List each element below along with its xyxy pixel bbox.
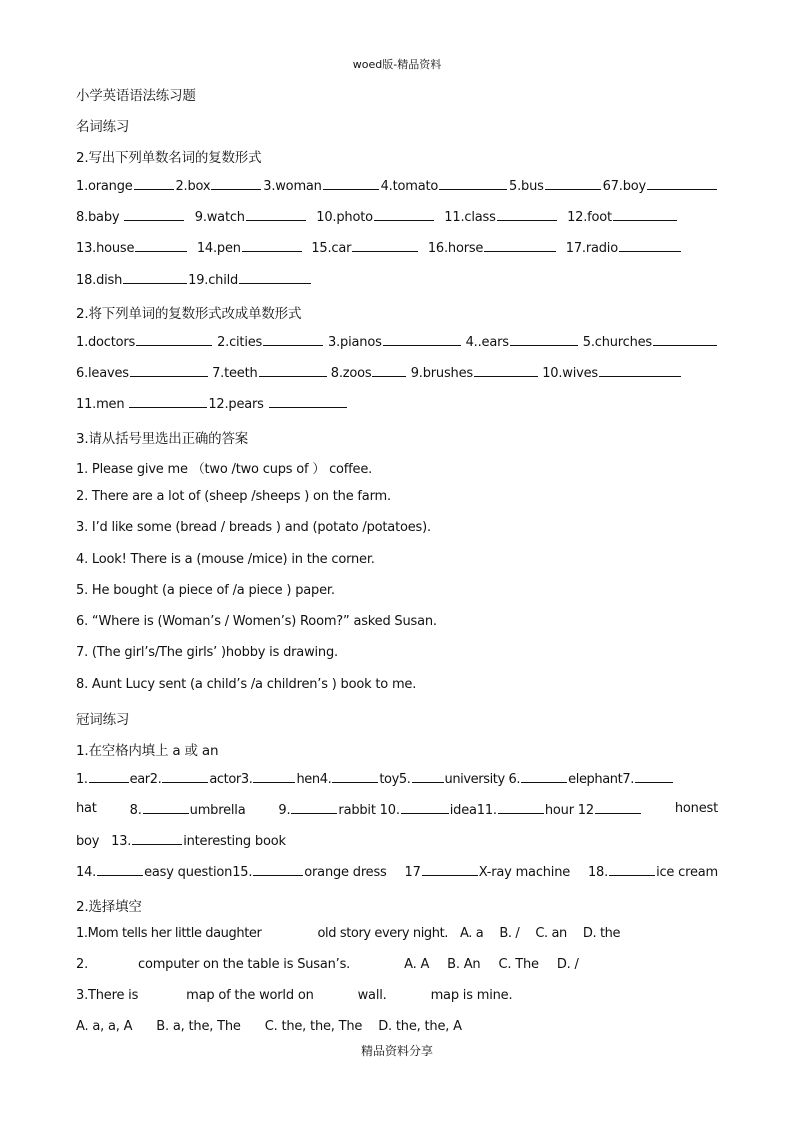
item-label: 3.woman [263, 179, 322, 194]
option-b[interactable]: B. a, the, The [156, 1019, 241, 1034]
item-label: actor3. [209, 772, 253, 787]
item-label: 4.tomato [380, 179, 439, 194]
item-label: 9.brushes [410, 366, 473, 381]
item-label: 8. [129, 803, 142, 818]
article-section-title: 冠词练习 [76, 712, 130, 728]
item-label: 11.men [76, 397, 125, 412]
noun-ex2-row [76, 333, 718, 350]
answer-blank[interactable] [124, 208, 184, 221]
noun-ex2-row [76, 395, 718, 412]
choice-sentence: 2. There are a lot of (sheep /sheeps ) on the farm. [76, 489, 391, 504]
question-text: 1.Mom tells her little daughter [76, 926, 262, 941]
item-label: 13. [111, 834, 132, 849]
question-text: map is mine. [430, 988, 513, 1003]
answer-blank[interactable] [439, 177, 507, 190]
choice-sentence: 6. “Where is (Woman’s / Women’s) Room?” asked Susan. [76, 614, 437, 629]
answer-blank[interactable] [498, 801, 544, 814]
answer-blank[interactable] [269, 395, 347, 408]
answer-blank[interactable] [89, 770, 129, 783]
answer-blank[interactable] [162, 770, 208, 783]
item-label: 12.pears [208, 397, 264, 412]
question-text: 3.There is [76, 988, 139, 1003]
question-text: map of the world on [186, 988, 314, 1003]
answer-blank[interactable] [484, 239, 556, 252]
noun-ex2-row [76, 364, 682, 381]
item-label: 8.baby [76, 210, 120, 225]
item-label: ice cream [656, 865, 718, 880]
item-label: 8.zoos [330, 366, 372, 381]
item-label: hen4. [296, 772, 332, 787]
answer-blank[interactable] [134, 177, 174, 190]
item-label: elephant7. [568, 772, 634, 787]
item-label: 15.car [311, 241, 352, 256]
answer-blank[interactable] [132, 832, 182, 845]
answer-blank[interactable] [609, 863, 655, 876]
article-ex1-row [76, 770, 718, 787]
noun-ex2-title: 2.将下列单词的复数形式改成单数形式 [76, 306, 302, 322]
answer-blank[interactable] [647, 177, 717, 190]
answer-blank[interactable] [211, 177, 261, 190]
answer-blank[interactable] [332, 770, 378, 783]
question-text: computer on the table is Susan’s. [138, 957, 351, 972]
answer-blank[interactable] [545, 177, 601, 190]
item-label: easy question15. [144, 865, 253, 880]
mc-question-1 [76, 926, 718, 941]
option-c[interactable]: C. The [498, 957, 539, 972]
answer-blank[interactable] [97, 863, 143, 876]
noun-ex3-title: 3.请从括号里选出正确的答案 [76, 431, 249, 447]
article-ex1-row [76, 832, 718, 849]
item-label: 1.doctors [76, 335, 136, 350]
choice-sentence: 4. Look! There is a (mouse /mice) in the corner. [76, 552, 375, 567]
mc-question-3 [76, 988, 718, 1003]
option-c[interactable]: C. the, the, The [264, 1019, 363, 1034]
answer-blank[interactable] [246, 208, 306, 221]
answer-blank[interactable] [599, 364, 681, 377]
item-label: orange dress [304, 865, 387, 880]
item-label: idea11. [449, 803, 497, 818]
item-label: 3.pianos [328, 335, 382, 350]
answer-blank[interactable] [374, 208, 434, 221]
item-label: university 6. [444, 772, 521, 787]
answer-blank[interactable] [613, 208, 677, 221]
choice-sentence: 8. Aunt Lucy sent (a child’s /a children’s ) book to me. [76, 677, 417, 692]
answer-blank[interactable] [136, 333, 212, 346]
answer-blank[interactable] [474, 364, 538, 377]
option-a[interactable]: A. A [404, 957, 430, 972]
answer-blank[interactable] [259, 364, 327, 377]
item-label: 14. [76, 865, 97, 880]
item-label: 17.radio [565, 241, 618, 256]
noun-ex1-row [76, 271, 718, 288]
answer-blank[interactable] [263, 333, 323, 346]
option-d[interactable]: D. the, the, A [378, 1019, 462, 1034]
item-label: boy [76, 834, 100, 849]
item-label: rabbit 10. [338, 803, 400, 818]
answer-blank[interactable] [291, 801, 337, 814]
choice-sentence: 7. (The girl’s/The girls’ )hobby is drawing. [76, 645, 338, 660]
article-ex1-title: 1.在空格内填上 a 或 an [76, 743, 219, 759]
option-d[interactable]: D. / [556, 957, 579, 972]
answer-blank[interactable] [635, 770, 673, 783]
question-text: old story every night. [317, 926, 449, 941]
item-label: 10.photo [316, 210, 373, 225]
item-label: 13.house [76, 241, 135, 256]
choice-sentence: 5. He bought (a piece of /a piece ) paper. [76, 583, 335, 598]
mc-question-2 [76, 957, 718, 972]
worksheet-title: 小学英语语法练习题 [76, 88, 196, 104]
answer-blank[interactable] [653, 333, 717, 346]
page-header: woed版-精品资料 [352, 58, 442, 71]
item-label: ear2. [129, 772, 162, 787]
item-label: 4..ears [465, 335, 509, 350]
answer-blank[interactable] [401, 801, 449, 814]
item-label: 7.teeth [212, 366, 258, 381]
question-text: wall. [357, 988, 387, 1003]
item-label: 6 [602, 179, 611, 194]
answer-blank[interactable] [497, 208, 557, 221]
answer-blank[interactable] [383, 333, 461, 346]
item-label: 18. [587, 865, 609, 880]
item-label: 1. [76, 772, 88, 787]
noun-ex1-title: 2.写出下列单数名词的复数形式 [76, 150, 262, 166]
answer-blank[interactable] [135, 239, 187, 252]
question-number: 2. [76, 957, 89, 972]
item-label: 17 [404, 865, 421, 880]
answer-blank[interactable] [242, 239, 302, 252]
item-label: honest [674, 801, 718, 816]
answer-blank[interactable] [412, 770, 444, 783]
item-label: 19.child [188, 273, 239, 288]
answer-blank[interactable] [619, 239, 681, 252]
item-label: 5.churches [582, 335, 652, 350]
choice-sentence: 1. Please give me （two /two cups of ） coffee. [76, 462, 373, 477]
page-footer: 精品资料分享 [360, 1044, 433, 1058]
noun-ex1-row [76, 239, 682, 256]
noun-ex1-row [76, 177, 718, 194]
mc-question-3-options [76, 1019, 718, 1034]
article-ex1-row [76, 801, 718, 818]
item-label: 11.class [444, 210, 496, 225]
item-label: 12.foot [567, 210, 612, 225]
answer-blank[interactable] [352, 239, 418, 252]
answer-blank[interactable] [323, 177, 379, 190]
item-label: 6.leaves [76, 366, 129, 381]
option-d[interactable]: D. the [582, 926, 621, 941]
item-label: hat [76, 801, 97, 816]
answer-blank[interactable] [372, 364, 406, 377]
answer-blank[interactable] [521, 770, 567, 783]
answer-blank[interactable] [510, 333, 578, 346]
article-ex2-title: 2.选择填空 [76, 899, 142, 915]
answer-blank[interactable] [123, 271, 187, 284]
item-label: 9. [278, 803, 291, 818]
choice-sentence: 3. I’d like some (bread / breads ) and (potato /potatoes). [76, 520, 431, 535]
answer-blank[interactable] [129, 395, 207, 408]
answer-blank[interactable] [253, 770, 295, 783]
item-label: 14.pen [196, 241, 241, 256]
item-label: 10.wives [542, 366, 598, 381]
answer-blank[interactable] [130, 364, 208, 377]
item-label: umbrella [189, 803, 246, 818]
answer-blank[interactable] [253, 863, 303, 876]
option-a[interactable]: A. a [460, 926, 484, 941]
option-b[interactable]: B. / [499, 926, 520, 941]
item-label: toy5. [379, 772, 411, 787]
item-label: 18.dish [76, 273, 123, 288]
option-a[interactable]: A. a, a, A [76, 1019, 133, 1034]
item-label: 5.bus [509, 179, 544, 194]
answer-blank[interactable] [143, 801, 189, 814]
noun-section-title: 名词练习 [76, 119, 130, 135]
answer-blank[interactable] [595, 801, 641, 814]
item-label: X-ray machine [478, 865, 571, 880]
item-label: hour 12 [544, 803, 594, 818]
item-label: 1.orange [76, 179, 133, 194]
noun-ex1-row [76, 208, 678, 225]
item-label: 7.boy [610, 179, 646, 194]
article-ex1-row [76, 863, 718, 880]
answer-blank[interactable] [422, 863, 478, 876]
item-label: 16.horse [427, 241, 484, 256]
option-c[interactable]: C. an [535, 926, 567, 941]
item-label: 2.box [175, 179, 211, 194]
item-label: 9.watch [194, 210, 245, 225]
option-b[interactable]: B. An [447, 957, 481, 972]
item-label: 2.cities [217, 335, 263, 350]
item-label: interesting book [183, 834, 286, 849]
answer-blank[interactable] [239, 271, 311, 284]
